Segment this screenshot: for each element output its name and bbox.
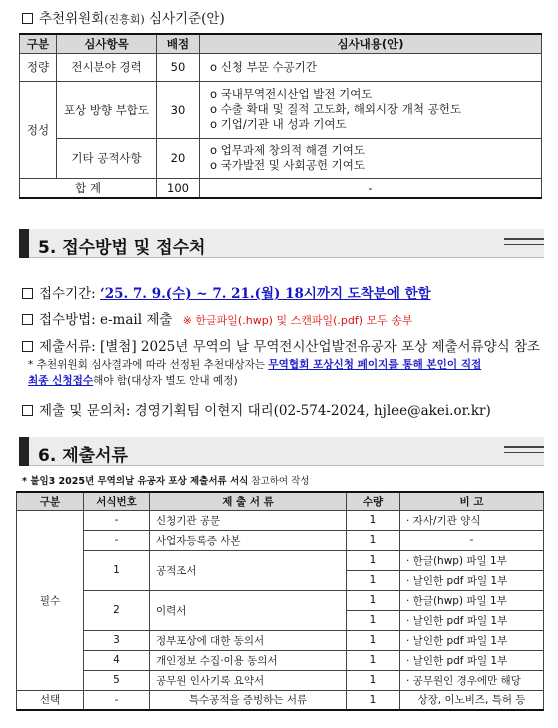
doc-name: 사업자등록증 사본 — [150, 530, 347, 550]
qty: 1 — [347, 690, 400, 710]
section-6-header — [19, 437, 544, 466]
score-cell: 30 — [157, 81, 200, 138]
qty: 1 — [347, 550, 400, 570]
table-row — [17, 530, 544, 550]
score-cell: 20 — [157, 138, 200, 178]
table-row — [17, 670, 544, 690]
remark: · 공무원인 경우에만 해당 — [400, 670, 544, 690]
square-bullet-icon — [22, 288, 33, 299]
table-row — [17, 630, 544, 650]
table-row — [17, 510, 544, 530]
section-bar — [19, 229, 29, 258]
total-row — [20, 178, 542, 198]
section-bar — [19, 437, 29, 466]
note-link[interactable]: 무역협회 포상신청 페이지를 통해 본인이 직접 — [268, 359, 482, 371]
qty: 1 — [347, 630, 400, 650]
doc-name: 신청기관 공문 — [150, 510, 347, 530]
form-number: - — [84, 530, 150, 550]
contact-line: 제출 및 문의처: 경영기획팀 이현지 대리(02-574-2024, hjlee@akei.or.kr) — [22, 399, 491, 419]
item-cell: 기타 공적사항 — [57, 138, 157, 178]
table-row — [20, 138, 542, 178]
doc-name: 특수공적을 증빙하는 서류 — [150, 690, 347, 710]
decor-line — [504, 238, 544, 240]
remark: · 자사/기관 양식 — [400, 510, 544, 530]
qty: 1 — [347, 590, 400, 610]
col-header: 제 출 서 류 — [150, 492, 347, 510]
doc-name: 정부포상에 대한 동의서 — [150, 630, 347, 650]
method-note: ※ 한글파일(.hwp) 및 스캔파일(.pdf) 모두 송부 — [182, 314, 413, 327]
content-cell: o 신청 부문 수공기간 — [200, 53, 542, 81]
documents-note: * 붙임3 2025년 무역의날 유공자 포상 제출서류 서식 참고하여 작성 — [22, 476, 310, 487]
category-cell: 정량 — [20, 53, 57, 81]
qty: 1 — [347, 650, 400, 670]
table-row — [17, 650, 544, 670]
qty: 1 — [347, 530, 400, 550]
form-number: 4 — [84, 650, 150, 670]
total-score: 100 — [157, 178, 200, 198]
col-header: 서식번호 — [84, 492, 150, 510]
col-header: 배점 — [157, 34, 200, 53]
doc-name: 개인정보 수집·이용 동의서 — [150, 650, 347, 670]
square-bullet-icon — [22, 314, 33, 325]
section-title: 5. 접수방법 및 접수처 — [38, 238, 206, 258]
qty: 1 — [347, 610, 400, 630]
documents-line: 제출서류: [별첨] 2025년 무역의 날 무역전시산업발전유공자 포상 제출서류양식 참조 — [22, 335, 540, 355]
qty: 1 — [347, 570, 400, 590]
remark: 상장, 이노비즈, 특허 등 — [400, 690, 544, 710]
col-header: 비 고 — [400, 492, 544, 510]
square-bullet-icon — [22, 13, 33, 24]
form-number: 3 — [84, 630, 150, 650]
qty: 1 — [347, 510, 400, 530]
col-header: 구분 — [17, 492, 84, 510]
required-cell: 필수 — [17, 510, 84, 690]
remark: · 한글(hwp) 파일 1부 — [400, 550, 544, 570]
form-number: - — [84, 690, 150, 710]
form-number: - — [84, 510, 150, 530]
optional-cell: 선택 — [17, 690, 84, 710]
form-number: 2 — [84, 590, 150, 630]
method-line: 접수방법: e-mail 제출 ※ 한글파일(.hwp) 및 스캔파일(.pdf) 모두 송부 — [22, 308, 413, 328]
item-cell: 전시분야 경력 — [57, 53, 157, 81]
documents-table — [16, 491, 544, 711]
doc-name: 공무원 인사기록 요약서 — [150, 670, 347, 690]
section-title: 6. 제출서류 — [38, 446, 128, 466]
form-number: 5 — [84, 670, 150, 690]
table-row — [20, 81, 542, 138]
decor-line — [504, 244, 544, 245]
note-link[interactable]: 최종 신청접수 — [28, 375, 94, 387]
criteria-table — [19, 33, 542, 199]
decor-line — [504, 452, 544, 453]
section-5-header — [19, 229, 544, 258]
table-row — [20, 53, 542, 81]
period-line: 접수기간: ‘25. 7. 9.(수) ~ 7. 21.(월) 18시까지 도착분에 한함 — [22, 282, 431, 302]
col-header: 수량 — [347, 492, 400, 510]
total-label: 합 계 — [20, 178, 157, 198]
recommendation-note: * 추천위원회 심사결과에 따라 선정된 추천대상자는 무역협회 포상신청 페이지를 통해 본인이 직접 최종 신청접수해야 함(대상자 별도 안내 예정) — [28, 359, 482, 387]
table-row — [17, 590, 544, 610]
total-content: - — [200, 178, 542, 198]
col-header: 심사항목 — [57, 34, 157, 53]
decor-line — [504, 446, 544, 448]
table-row — [17, 690, 544, 710]
doc-name: 이력서 — [150, 590, 347, 630]
table-row — [17, 550, 544, 570]
remark: · 날인한 pdf 파일 1부 — [400, 630, 544, 650]
qty: 1 — [347, 670, 400, 690]
criteria-heading: 추천위원회(진흥회) 심사기준(안) — [22, 7, 225, 27]
content-cell: o 업무과제 창의적 해결 기여도 o 국가발전 및 사회공헌 기여도 — [200, 138, 542, 178]
period-value: ‘25. 7. 9.(수) ~ 7. 21.(월) 18시까지 도착분에 한함 — [100, 286, 431, 302]
col-header: 심사내용(안) — [200, 34, 542, 53]
col-header: 구분 — [20, 34, 57, 53]
doc-name: 공적조서 — [150, 550, 347, 590]
remark: · 날인한 pdf 파일 1부 — [400, 610, 544, 630]
remark: · 날인한 pdf 파일 1부 — [400, 570, 544, 590]
form-number: 1 — [84, 550, 150, 590]
square-bullet-icon — [22, 405, 33, 416]
content-cell: o 국내무역전시산업 발전 기여도 o 수출 확대 및 질적 고도화, 해외시장 개척 공헌도 o 기업/기관 내 성과 기여도 — [200, 81, 542, 138]
category-cell: 정성 — [20, 81, 57, 178]
remark: · 날인한 pdf 파일 1부 — [400, 650, 544, 670]
remark: - — [400, 530, 544, 550]
square-bullet-icon — [22, 341, 33, 352]
item-cell: 포상 방향 부합도 — [57, 81, 157, 138]
score-cell: 50 — [157, 53, 200, 81]
remark: · 한글(hwp) 파일 1부 — [400, 590, 544, 610]
